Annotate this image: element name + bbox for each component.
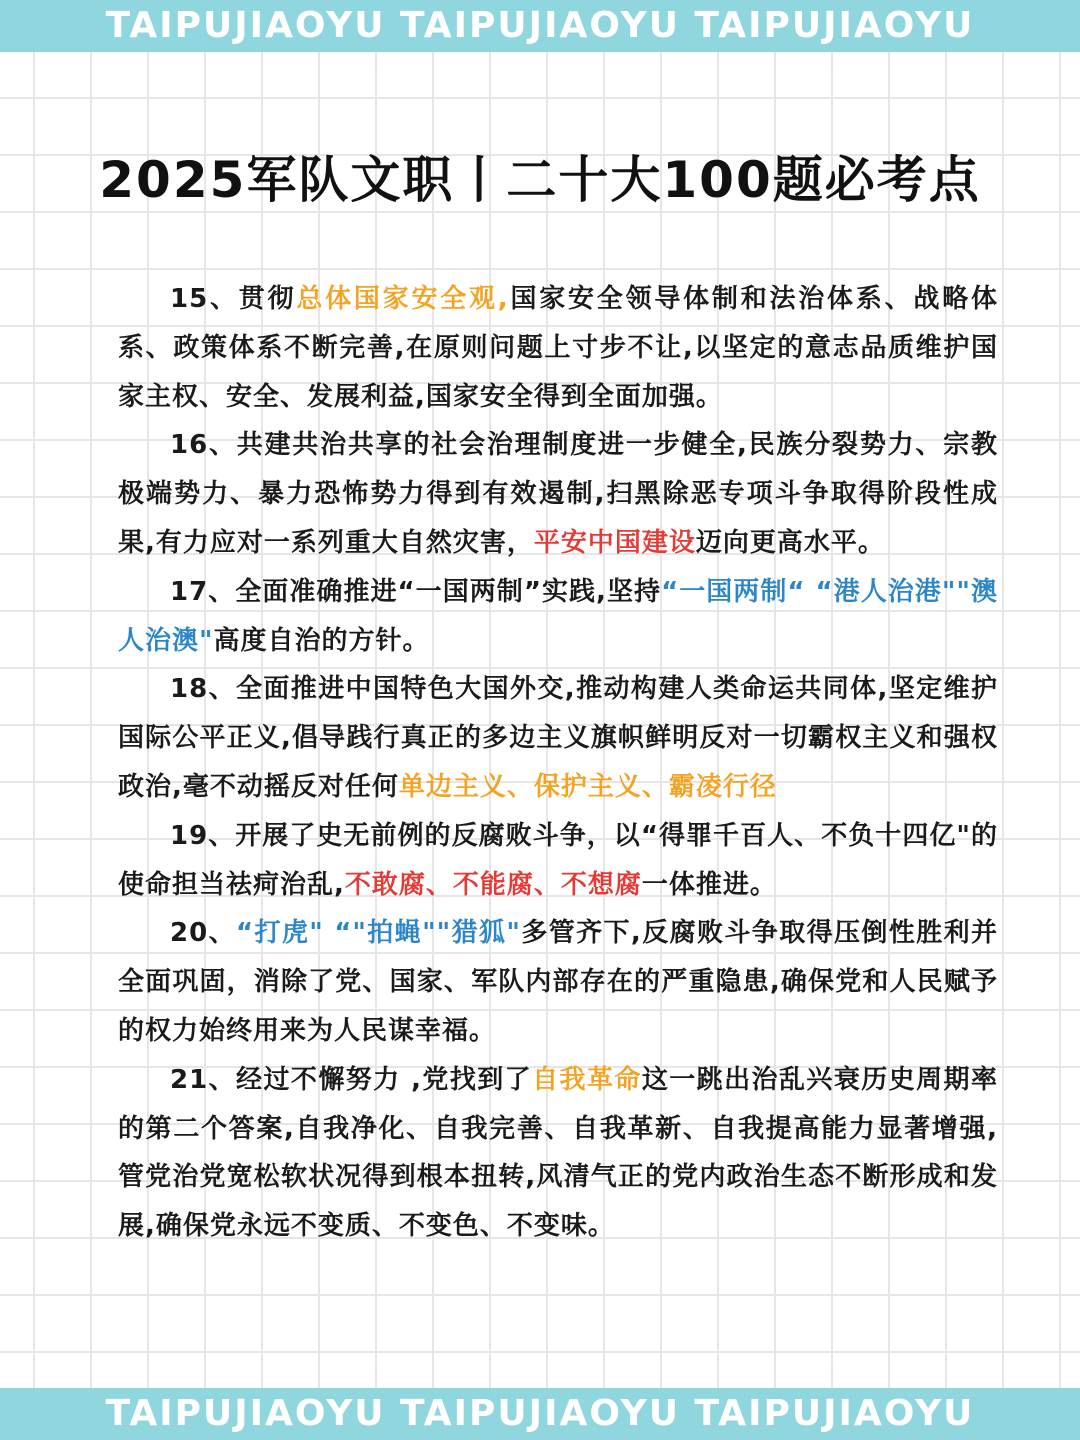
article-body (118, 275, 998, 1251)
text-segment: 高度自治的方针。 (213, 625, 430, 656)
highlight-red: 不敢腐、不能腐、不想腐 (344, 869, 642, 900)
text-segment: 这一跳出治乱兴衰历史周期率的第二个答案,自我净化、自我完善、自我革新、自我提高能力显著增强,管党治党宽松软状况得到根本扭转,风清气正的党内政治生态不断形成和发展,确保党永远不变质、不变色、不变味。 (118, 1064, 998, 1242)
text-segment: 19、开展了史无前例的反腐败斗争，以“得罪千百人、不负十四亿"的使命担当祛疴治乱, (118, 820, 998, 900)
paragraph-19 (118, 812, 998, 910)
text-segment: 17、全面准确推进“一国两制”实践,坚持 (170, 576, 662, 607)
paragraph-15 (118, 275, 998, 421)
highlight-blue: “一国两制“ “港人治港""澳人治澳" (118, 576, 998, 656)
paragraph-16 (118, 421, 998, 567)
text-segment: 一体推进。 (641, 869, 777, 900)
page-title: 2025军队文职丨二十大100题必考点 (99, 151, 981, 209)
text-segment: 国家安全领导体制和法治体系、战略体系、政策体系不断完善,在原则问题上寸步不让,以坚定的意志品质维护国家主权、安全、发展利益,国家安全得到全面加强。 (118, 284, 998, 412)
text-segment: 21、经过不懈努力 ,党找到了 (170, 1064, 533, 1095)
top-banner (0, 0, 1080, 52)
text-segment: 20、 (170, 918, 236, 949)
paragraph-17 (118, 568, 998, 666)
text-segment: 18、全面推进中国特色大国外交,推动构建人类命运共同体,坚定维护国际公平正义,倡导践行真正的多边主义旗帜鲜明反对一切霸权主义和强权政治,毫不动摇反对任何 (118, 674, 998, 802)
paragraph-20 (118, 909, 998, 1055)
highlight-blue: “打虎" “"拍蝇""猎狐" (235, 918, 521, 949)
text-segment: 多管齐下,反腐败斗争取得压倒性胜利并全面巩固，消除了党、国家、军队内部存在的严重隐患,确保党和人民赋予的权力始终用来为人民谋幸福。 (118, 918, 998, 1046)
top-banner-text: TAIPUJIAOYU TAIPUJIAOYU TAIPUJIAOYU (105, 5, 975, 46)
text-segment: 15、贯彻 (170, 284, 297, 314)
highlight-orange: 自我革命 (532, 1064, 642, 1095)
paragraph-21 (118, 1056, 998, 1251)
paragraph-18 (118, 665, 998, 811)
bottom-banner (0, 1388, 1080, 1440)
highlight-red: 平安中国建设 (533, 527, 696, 558)
text-segment: 迈向更高水平。 (695, 527, 885, 558)
text-segment: 16、共建共治共享的社会治理制度进一步健全,民族分裂势力、宗教极端势力、暴力恐怖势力得到有效遏制,扫黑除恶专项斗争取得阶段性成果,有力应对一系列重大自然灾害， (118, 430, 998, 558)
highlight-orange: 单边主义、保护主义、霸凌行径 (398, 771, 777, 802)
bottom-banner-text: TAIPUJIAOYU TAIPUJIAOYU TAIPUJIAOYU (105, 1393, 975, 1434)
highlight-orange: 总体国家安全观, (296, 284, 509, 314)
